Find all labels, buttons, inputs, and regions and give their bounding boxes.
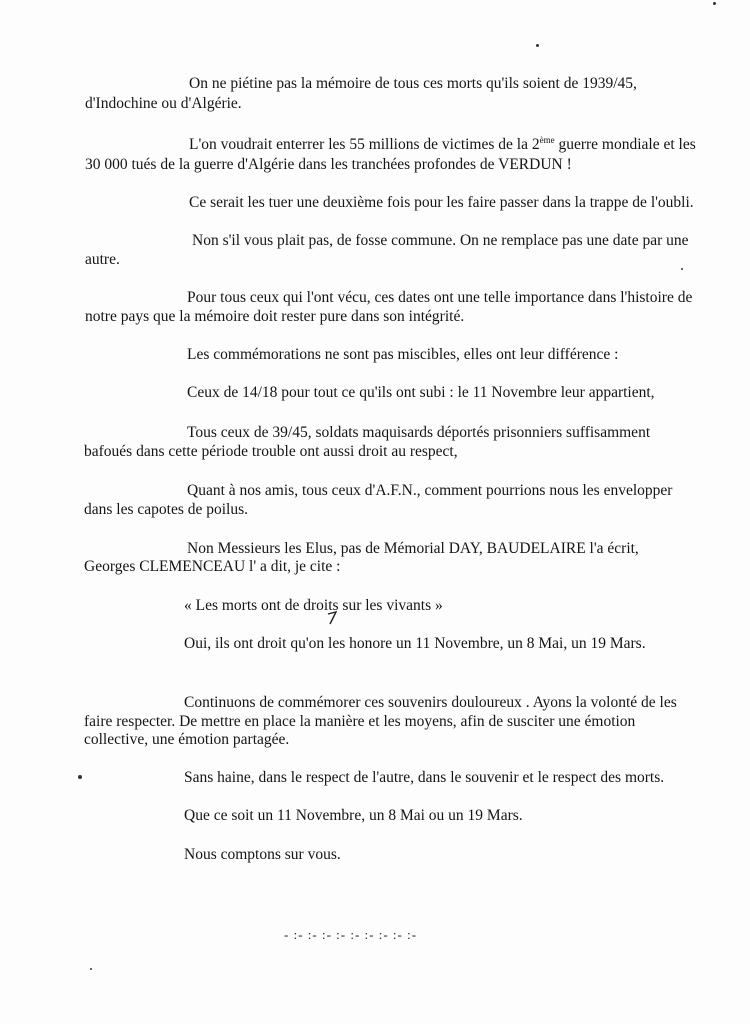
text-line: On ne piétine pas la mémoire de tous ces morts qu'ils soient de 1939/45, [189, 75, 637, 92]
text-line: Continuons de commémorer ces souvenirs douloureux . Ayons la volonté de les [184, 694, 677, 711]
scan-speck [90, 968, 92, 970]
superscript: ème [539, 135, 555, 145]
text-line: dans les capotes de poilus. [84, 501, 249, 518]
text-line [189, 135, 696, 154]
text-line: notre pays que la mémoire doit rester pure dans son intégrité. [85, 308, 465, 325]
text-line: Quant à nos amis, tous ceux d'A.F.N., comment pourrions nous les envelopper [187, 482, 673, 499]
scan-speck [713, 2, 716, 5]
text-line: Que ce soit un 11 Novembre, un 8 Mai ou un 19 Mars. [184, 807, 523, 824]
text-segment: guerre mondiale et les [558, 136, 696, 153]
end-separator: - :- :- :- :- :- :- :- :- :- [284, 927, 418, 942]
text-line: collective, une émotion partagée. [84, 731, 290, 748]
text-line: 30 000 tués de la guerre d'Algérie dans les tranchées profondes de VERDUN ! [85, 156, 572, 173]
text-line: Tous ceux de 39/45, soldats maquisards déportés prisonniers suffisamment [187, 424, 651, 441]
text-line: Oui, ils ont droit qu'on les honore un 11 Novembre, un 8 Mai, un 19 Mars. [184, 635, 646, 652]
text-line: autre. [85, 251, 120, 268]
text-line: Pour tous ceux qui l'ont vécu, ces dates ont une telle importance dans l'histoire de [187, 289, 693, 306]
text-segment: L'on voudrait enterrer les 55 millions de victimes de la 2 [189, 136, 540, 153]
handwritten-correction-mark [327, 611, 337, 625]
text-line: Georges CLEMENCEAU l' a dit, je cite : [84, 558, 341, 575]
scan-speck [536, 44, 539, 47]
text-line: Ceux de 14/18 pour tout ce qu'ils ont subi : le 11 Novembre leur appartient, [187, 384, 655, 401]
scan-speck [78, 775, 82, 779]
text-line: Ce serait les tuer une deuxième fois pour les faire passer dans la trappe de l'oubli. [189, 194, 694, 211]
quote-line: « Les morts ont de droits sur les vivants » [184, 597, 443, 614]
text-line: d'Indochine ou d'Algérie. [85, 95, 242, 112]
text-line: faire respecter. De mettre en place la manière et les moyens, afin de susciter une émotion [84, 713, 636, 730]
text-line: Sans haine, dans le respect de l'autre, dans le souvenir et le respect des morts. [184, 769, 665, 786]
text-line: Non Messieurs les Elus, pas de Mémorial DAY, BAUDELAIRE l'a écrit, [187, 540, 639, 557]
text-line: Les commémorations ne sont pas miscibles, elles ont leur différence : [187, 346, 619, 363]
scan-speck [681, 268, 683, 270]
text-line: Non s'il vous plait pas, de fosse commune. On ne remplace pas une date par une [192, 232, 689, 249]
text-line: Nous comptons sur vous. [184, 846, 341, 863]
text-line: bafoués dans cette période trouble ont aussi droit au respect, [84, 443, 458, 460]
